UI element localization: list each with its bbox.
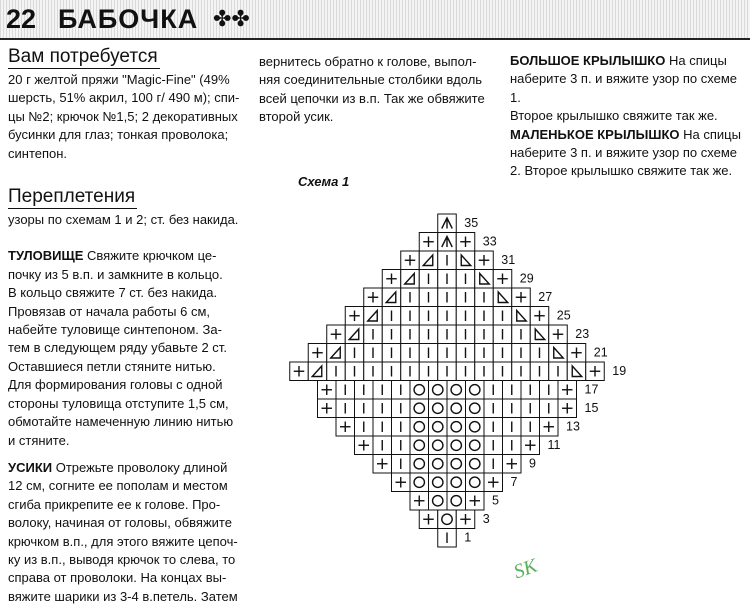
text-line: В кольцо свяжите 7 ст. без накида. [8, 285, 218, 301]
text-line: вернитесь обратно к голове, выпол- [259, 54, 477, 69]
chart-cell [438, 362, 457, 381]
row-number: 3 [482, 512, 490, 526]
text-line: сгиба прикрепите ее к голове. Про- [8, 496, 221, 512]
chart-cell [456, 362, 475, 381]
chart-cell [447, 418, 466, 437]
chart-cell [401, 270, 420, 289]
row-number: 15 [584, 401, 599, 415]
chart-cell [392, 455, 411, 474]
chart-cell [401, 251, 420, 270]
chart-cell [392, 436, 411, 455]
chart-cell [540, 399, 559, 418]
chart-cell [336, 418, 355, 437]
row-number: 7 [510, 475, 518, 489]
small-wing-keyword: МАЛЕНЬКОЕ КРЫЛЫШКО [510, 126, 680, 142]
chart-cell [466, 418, 485, 437]
chart-cell [512, 344, 531, 363]
chart-cell [447, 436, 466, 455]
chart-cell [401, 325, 420, 344]
chart-cell [382, 325, 401, 344]
row-number: 25 [556, 308, 571, 323]
chart-cell [503, 455, 522, 474]
chart-cell [475, 288, 494, 307]
chart-cell [327, 325, 346, 344]
chart-cell [419, 288, 438, 307]
chart-cell [318, 399, 337, 418]
chart-cell [336, 399, 355, 418]
chart-cell [392, 381, 411, 400]
text-line: 2. Второе крылышко свяжите так же. [510, 163, 733, 179]
chart-cell [410, 492, 429, 511]
chart-cell [484, 436, 503, 455]
chart-cell [466, 381, 485, 400]
chart-cell [308, 344, 327, 363]
chart-cell [466, 473, 485, 492]
chart-cell [447, 399, 466, 418]
chart-cell [345, 362, 364, 381]
chart-cell [364, 362, 383, 381]
text-line: ку из в.п., выводя крючок то слева, то [8, 551, 236, 567]
text-line: Отрежьте проволоку длиной [52, 459, 228, 475]
chart-cell [438, 307, 457, 326]
chart-cell [521, 436, 540, 455]
chart-cell [336, 381, 355, 400]
chart-cell [429, 418, 448, 437]
chart-cell [475, 362, 494, 381]
chart-cell [429, 399, 448, 418]
chart-cell [419, 270, 438, 289]
chart-cell [438, 233, 457, 252]
row-number: 35 [464, 216, 479, 230]
row-number: 17 [584, 382, 599, 397]
text-line: няя соединительные столбики вдоль [259, 72, 483, 88]
text-line: справа от проволоки. На концах вы- [8, 570, 227, 586]
row-number: 5 [492, 493, 499, 508]
chart-cell [355, 399, 374, 418]
chart-cell [373, 455, 392, 474]
text-line: набейте туловище синтепоном. За- [8, 322, 222, 338]
big-wing-keyword: БОЛЬШОЕ КРЫЛЫШКО [510, 53, 666, 68]
row-number: 11 [547, 438, 561, 452]
chart-cell [410, 381, 429, 400]
chart-cell [438, 288, 457, 307]
chart-cell [558, 381, 577, 400]
chart-cell [419, 510, 438, 529]
chart-cell [456, 307, 475, 326]
chart-cell [456, 233, 475, 252]
chart-cell [392, 399, 411, 418]
chart-cell [475, 251, 494, 270]
chart-cell [429, 455, 448, 474]
chart-cell [392, 473, 411, 492]
text-line: шерсть, 51% акрил, 100 г/ 490 м); спи- [8, 90, 240, 106]
patterns-text: узоры по схемам 1 и 2; ст. без накида. [8, 212, 239, 228]
chart-cell [382, 288, 401, 307]
chart-cell [447, 381, 466, 400]
chart-cell [567, 362, 586, 381]
chart-cell [493, 362, 512, 381]
chart-cell [521, 418, 540, 437]
text-line: 20 г желтой пряжи "Magic-Fine" (49% [8, 72, 230, 87]
chart-cell [373, 381, 392, 400]
chart-cell [410, 455, 429, 474]
text-line: 12 см, согните ее пополам и местом [8, 478, 228, 494]
row-number: 9 [529, 456, 536, 471]
chart-cell [419, 362, 438, 381]
chart-cell [484, 399, 503, 418]
chart-cell [327, 362, 346, 381]
row-number: 13 [566, 419, 580, 434]
chart-cell [493, 270, 512, 289]
chart-cell [540, 381, 559, 400]
row-number: 29 [519, 271, 534, 286]
chart-cell [382, 344, 401, 363]
chart-cell [567, 344, 586, 363]
row-number: 23 [575, 327, 590, 341]
chart-cell [447, 473, 466, 492]
chart-cell [549, 362, 568, 381]
chart-cell [493, 344, 512, 363]
text-line: Второе крылышко свяжите так же. [510, 108, 718, 124]
clover-ornament-icon: ✤✤ [213, 6, 250, 31]
chart-cell [419, 307, 438, 326]
chart-cell [401, 288, 420, 307]
text-line: На спицы [679, 126, 741, 142]
chart-cell [419, 344, 438, 363]
text-line: вяжите шарики из 3-4 в.петель. Затем [8, 588, 238, 604]
text-line: Оставшиеся петли стяните нитью. [8, 358, 216, 374]
chart-cell [475, 307, 494, 326]
chart-cell [429, 492, 448, 511]
text-line: почку из 5 в.п. и замкните в кольцо. [8, 266, 223, 282]
chart-cell [456, 270, 475, 289]
chart-cell [512, 325, 531, 344]
chart-cell [345, 344, 364, 363]
materials-heading: Вам потребуется [8, 46, 158, 67]
chart-cell [410, 436, 429, 455]
chart-cell [364, 307, 383, 326]
chart-cell [429, 473, 448, 492]
chart-cell [419, 325, 438, 344]
chart-cell [456, 325, 475, 344]
chart-cell [586, 362, 605, 381]
chart-cell [401, 307, 420, 326]
chart-cell [466, 436, 485, 455]
chart-cell [503, 399, 522, 418]
chart-cell [549, 325, 568, 344]
text-line: наберите 3 п. и вяжите узор по схеме 1. [510, 71, 737, 105]
chart-cell [318, 381, 337, 400]
text-line: стороны туловища отступите 1,5 см, [8, 395, 229, 411]
chart-cell [373, 399, 392, 418]
chart-cell [419, 251, 438, 270]
text-line: бусинки для глаз; тонкая проволока; [8, 127, 229, 143]
text-line: и стяните. [8, 432, 70, 448]
chart-cell [364, 288, 383, 307]
chart-cell [373, 436, 392, 455]
chart-cell [530, 344, 549, 363]
chart-cell [466, 399, 485, 418]
chart-cell [475, 344, 494, 363]
chart-cell [410, 473, 429, 492]
chart-cell [540, 418, 559, 437]
chart-cell [456, 288, 475, 307]
chart-cell [438, 510, 457, 529]
chart-cell [410, 399, 429, 418]
chart-cell [438, 325, 457, 344]
text-line: Для формирования головы с одной [8, 377, 223, 393]
chart-cell [345, 325, 364, 344]
chart-cell [355, 436, 374, 455]
chart-cell [290, 362, 309, 381]
chart-cell [475, 325, 494, 344]
text-line: синтепон. [8, 145, 68, 161]
text-line: второй усик. [259, 109, 334, 125]
chart-cell [345, 307, 364, 326]
chart-cell [438, 529, 457, 548]
chart-cell [373, 418, 392, 437]
text-line: обмотайте намеченную линию нитью [8, 414, 234, 430]
chart-cell [438, 251, 457, 270]
chart-cell [327, 344, 346, 363]
chart-cell [308, 362, 327, 381]
chart-cell [484, 418, 503, 437]
chart-cell [447, 492, 466, 511]
chart-cell [521, 399, 540, 418]
chart-cell [382, 270, 401, 289]
chart-cell [530, 307, 549, 326]
chart-cell [503, 418, 522, 437]
chart-cell [456, 251, 475, 270]
chart-cell [429, 436, 448, 455]
text-line: всей цепочки из в.п. Так же обвяжите [259, 90, 485, 106]
row-number: 31 [501, 253, 516, 267]
page-number: 22 [6, 4, 37, 34]
chart-cell [558, 399, 577, 418]
chart-cell [475, 270, 494, 289]
row-number: 19 [612, 364, 627, 378]
text-line: На спицы [665, 53, 727, 68]
text-line: тем в следующем ряду убавьте 2 ст. [8, 340, 227, 356]
chart-cell [392, 418, 411, 437]
chart-cell [401, 344, 420, 363]
chart-cell [438, 214, 457, 233]
chart-cell [438, 344, 457, 363]
text-line: наберите 3 п. и вяжите узор по схеме [510, 145, 737, 161]
chart-cell [503, 436, 522, 455]
chart-cell [512, 288, 531, 307]
chart-cell [456, 344, 475, 363]
chart-cell [382, 307, 401, 326]
chart-cell [382, 362, 401, 381]
page-title: БАБОЧКА [58, 4, 199, 34]
chart-cell [456, 510, 475, 529]
watermark: SK [510, 554, 541, 584]
row-number: 21 [593, 345, 608, 360]
chart-cell [521, 381, 540, 400]
chart-cell [493, 288, 512, 307]
chart-cell [503, 381, 522, 400]
row-number: 1 [464, 530, 472, 545]
chart-cell [512, 362, 531, 381]
text-line: цы №2; крючок №1,5; 2 декоративных [8, 108, 238, 124]
patterns-heading: Переплетения [8, 186, 136, 208]
chart-cell [419, 233, 438, 252]
chart-cell [530, 362, 549, 381]
chart-cell [355, 381, 374, 400]
text-line: Свяжите крючком це- [83, 248, 217, 264]
row-number: 33 [482, 234, 497, 249]
chart-cell [401, 362, 420, 381]
chart-cell [429, 381, 448, 400]
chart-cell [493, 307, 512, 326]
text-line: волоку, начиная от головы, обвяжите [8, 515, 232, 531]
chart-cell [493, 325, 512, 344]
chart-cell [364, 344, 383, 363]
chart-cell [355, 418, 374, 437]
chart-cell [484, 473, 503, 492]
row-number: 27 [538, 290, 553, 304]
chart-cell [410, 418, 429, 437]
antenna-keyword: УСИКИ [8, 459, 53, 475]
chart-cell [438, 270, 457, 289]
chart-cell [484, 455, 503, 474]
chart-cell [530, 325, 549, 344]
chart-cell [447, 455, 466, 474]
chart-cell [466, 455, 485, 474]
schema-title: Схема 1 [298, 174, 350, 189]
chart-cell [484, 381, 503, 400]
text-line: крючком в.п., для этого вяжите цепоч- [8, 533, 238, 549]
chart-cell [364, 325, 383, 344]
chart-cell [512, 307, 531, 326]
text-line: Провязав от начала работы 6 см, [8, 303, 211, 319]
body-keyword: ТУЛОВИЩЕ [8, 248, 84, 264]
chart-cell [549, 344, 568, 363]
chart-cell [466, 492, 485, 511]
